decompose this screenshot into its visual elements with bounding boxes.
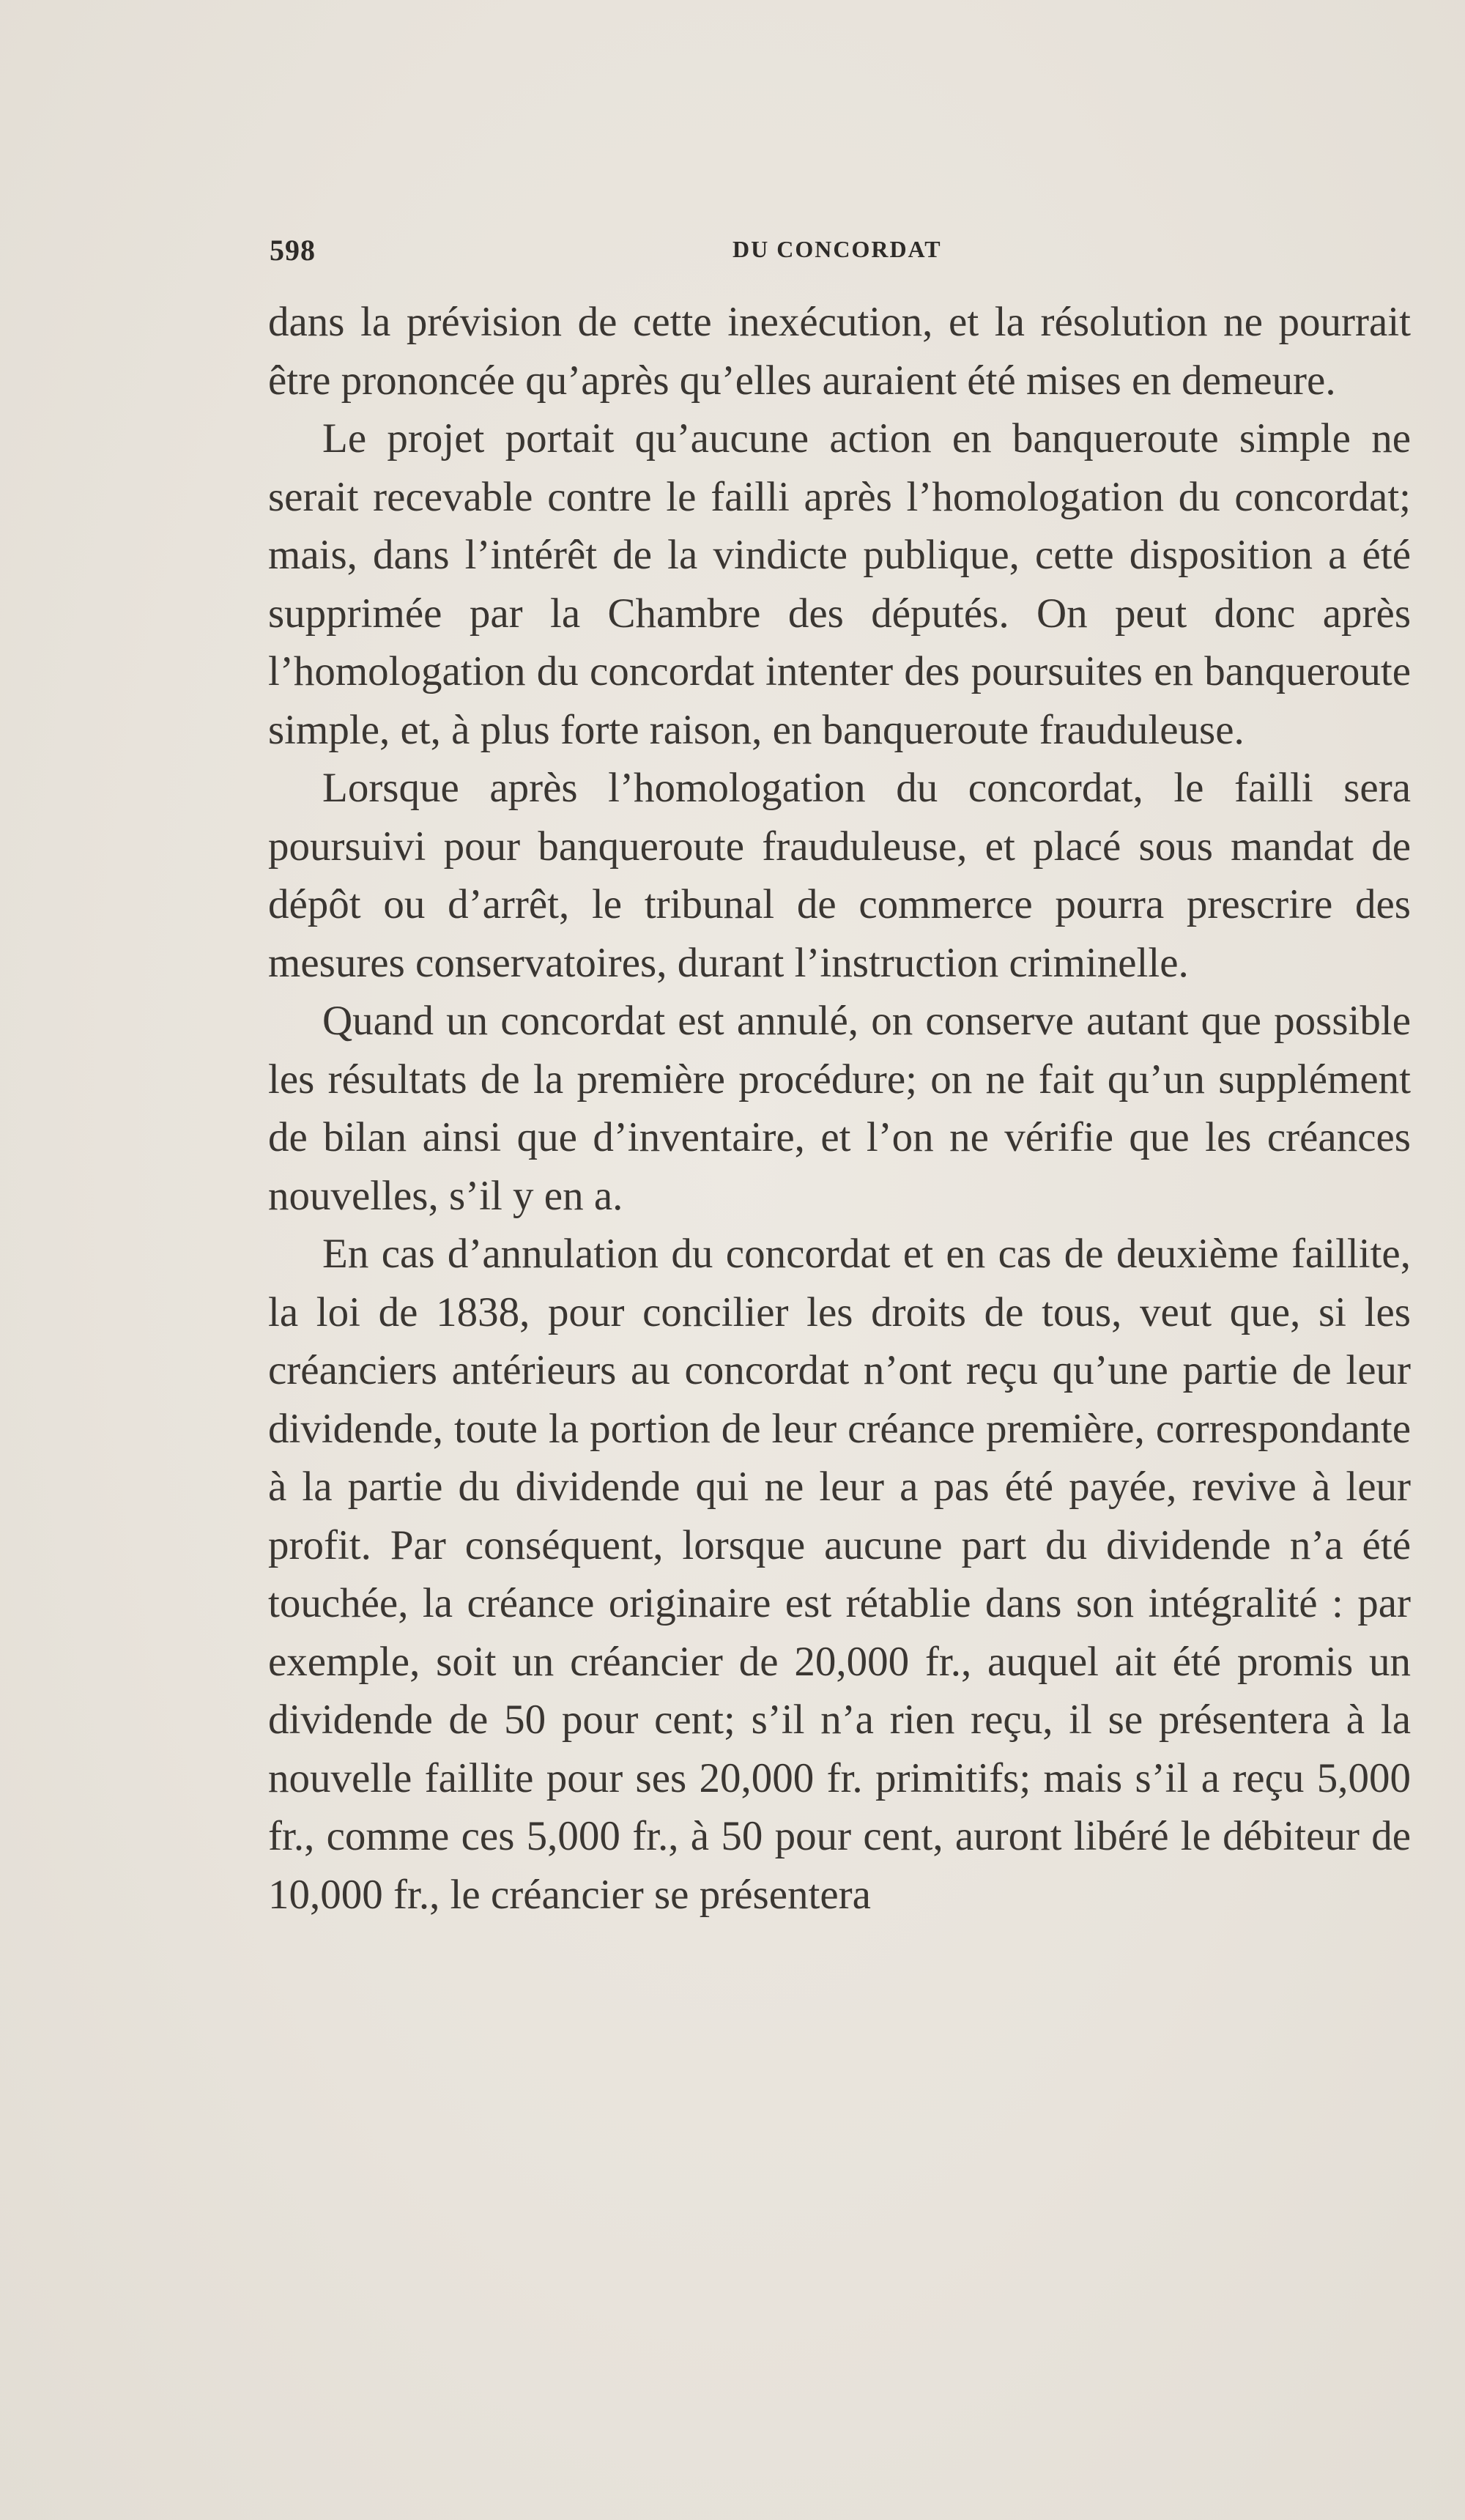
- running-head: DU CONCORDAT: [732, 236, 942, 262]
- paragraph: Lorsque après l’homologation du concordat, le failli sera poursuivi pour banqueroute frauduleuse, et placé sous mandat de dépôt ou d’arrêt, le tribunal de commerce pourra prescrire des mesures conservatoires, durant l’instruction criminelle.: [268, 765, 1411, 986]
- body-text: [268, 293, 1411, 1924]
- page-number: 598: [270, 234, 316, 267]
- page-header: [270, 233, 1409, 268]
- paragraph: Le projet portait qu’aucune action en banqueroute simple ne serait recevable contre le failli après l’homologation du concordat; mais, dans l’intérêt de la vindicte publique, cette disposition a été supprimée par la Chambre des députés. On peut donc après l’homologation du concordat intenter des poursuites en banqueroute simple, et, à plus forte raison, en banqueroute frauduleuse.: [268, 415, 1411, 753]
- paragraph: Quand un concordat est annulé, on conserve autant que possible les résultats de la première procédure; on ne fait qu’un supplément de bilan ainsi que d’inventaire, et l’on ne vérifie que les créances nouvelles, s’il y en a.: [268, 998, 1411, 1219]
- paragraph: En cas d’annulation du concordat et en cas de deuxième faillite, la loi de 1838, pour concilier les droits de tous, veut que, si les créanciers antérieurs au concordat n’ont reçu qu’une partie de leur dividende, toute la portion de leur créance première, correspondante à la partie du dividende qui ne leur a pas été payée, revive à leur profit. Par conséquent, lorsque aucune part du dividende n’a été touchée, la créance originaire est rétablie dans son intégralité : par exemple, soit un créancier de 20,000 fr., auquel ait été promis un dividende de 50 pour cent; s’il n’a rien reçu, il se présentera à la nouvelle faillite pour ses 20,000 fr. primitifs; mais s’il a reçu 5,000 fr., comme ces 5,000 fr., à 50 pour cent, auront libéré le débiteur de 10,000 fr., le créancier se présentera: [268, 1231, 1411, 1918]
- paragraph-continued: dans la prévision de cette inexécution, et la résolution ne pourrait être prononcée qu’après qu’elles auraient été mises en demeure.: [268, 299, 1411, 404]
